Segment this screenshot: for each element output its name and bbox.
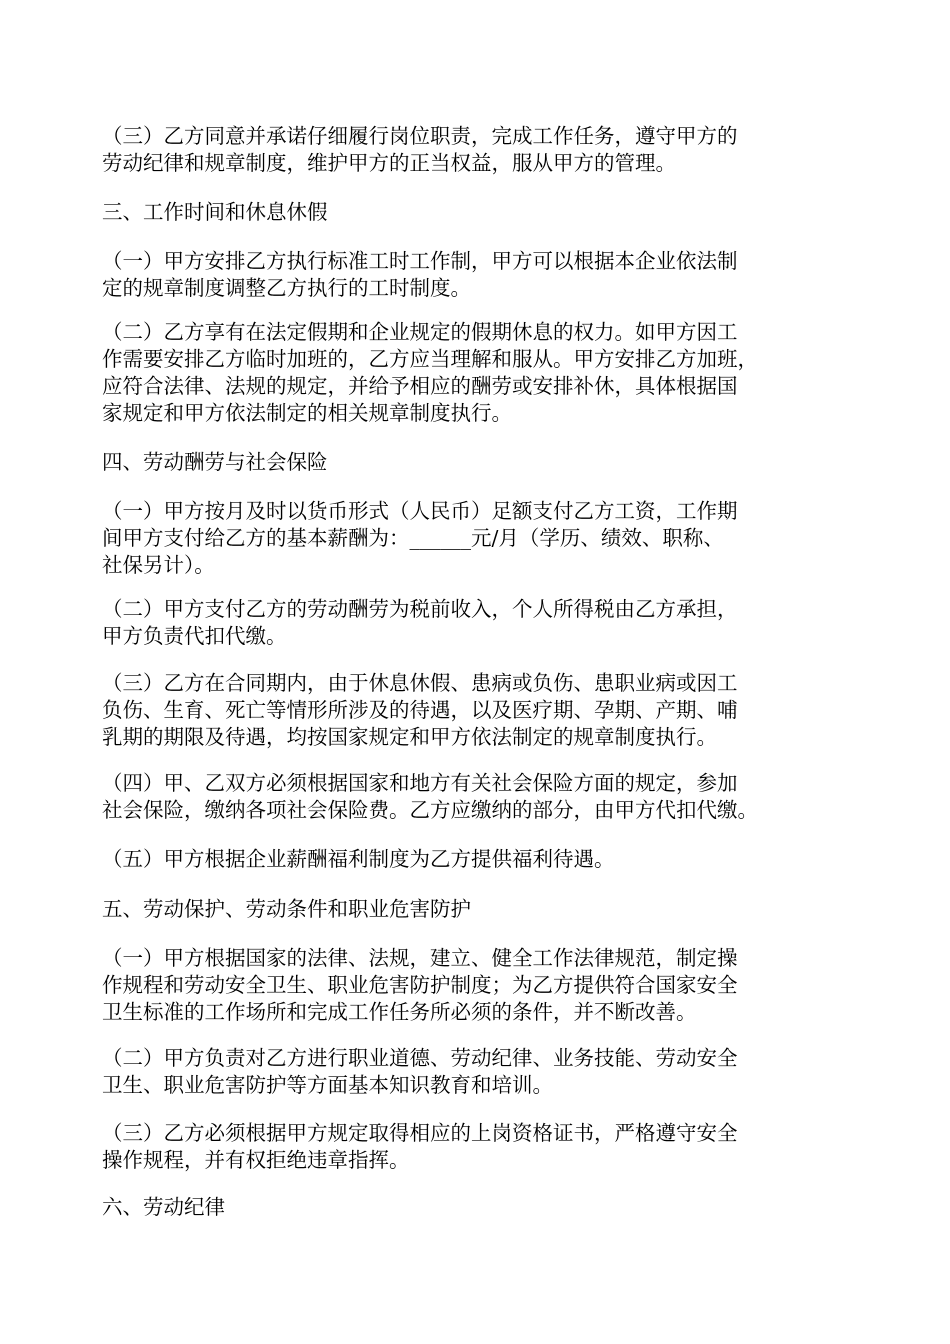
paragraph-welfare: [102, 846, 862, 873]
paragraph-line: （二）甲方负责对乙方进行职业道德、劳动纪律、业务技能、劳动安全: [102, 1046, 738, 1070]
paragraph-training: [102, 1045, 862, 1099]
heading-line: 五、劳动保护、劳动条件和职业危害防护: [102, 897, 471, 921]
paragraph-leave-benefits: [102, 670, 862, 751]
paragraph-line: 劳动纪律和规章制度，维护甲方的正当权益，服从甲方的管理。: [102, 151, 676, 175]
paragraph-line: （一）甲方安排乙方执行标准工时工作制，甲方可以根据本企业依法制: [102, 249, 738, 273]
paragraph-standard-hours: [102, 248, 862, 302]
paragraph-line: （三）乙方必须根据甲方规定取得相应的上岗资格证书，严格遵守安全: [102, 1121, 738, 1145]
paragraph-line: （二）甲方支付乙方的劳动酬劳为税前收入，个人所得税由乙方承担，: [102, 597, 738, 621]
paragraph-line: 作需要安排乙方临时加班的，乙方应当理解和服从。甲方安排乙方加班，: [102, 347, 758, 371]
paragraph-line: （三）乙方同意并承诺仔细履行岗位职责，完成工作任务，遵守甲方的: [102, 124, 738, 148]
paragraph-holidays-overtime: [102, 319, 862, 427]
paragraph-line: 卫生、职业危害防护等方面基本知识教育和培训。: [102, 1073, 553, 1097]
paragraph-line: 应符合法律、法规的规定，并给予相应的酬劳或安排补休，具体根据国: [102, 374, 738, 398]
paragraph-line: 甲方负责代扣代缴。: [102, 624, 287, 648]
paragraph-line: （一）甲方根据国家的法律、法规，建立、健全工作法律规范，制定操: [102, 946, 738, 970]
section-heading-labor-protection: [102, 896, 862, 923]
paragraph-income-tax: [102, 596, 862, 650]
paragraph-line: 间甲方支付给乙方的基本薪酬为：______元/月（学历、绩效、职称、: [102, 526, 724, 550]
paragraph-social-insurance: [102, 770, 862, 824]
paragraph-line: 负伤、生育、死亡等情形所涉及的待遇，以及医疗期、孕期、产期、哺: [102, 698, 738, 722]
paragraph-safety-rules: [102, 945, 862, 1026]
section-heading-pay-insurance: [102, 449, 862, 476]
paragraph-line: （五）甲方根据企业薪酬福利制度为乙方提供福利待遇。: [102, 847, 615, 871]
heading-line: 四、劳动酬劳与社会保险: [102, 450, 328, 474]
paragraph-line: 乳期的期限及待遇，均按国家规定和甲方依法制定的规章制度执行。: [102, 725, 717, 749]
paragraph-certification: [102, 1120, 862, 1174]
heading-line: 六、劳动纪律: [102, 1195, 225, 1219]
paragraph-line: （四）甲、乙双方必须根据国家和地方有关社会保险方面的规定，参加: [102, 771, 738, 795]
paragraph-line: 社保另计）。: [102, 553, 215, 577]
paragraph-line: 作规程和劳动安全卫生、职业危害防护制度；为乙方提供符合国家安全: [102, 973, 738, 997]
paragraph-line: 操作规程，并有权拒绝违章指挥。: [102, 1148, 410, 1172]
paragraph-duty-compliance: [102, 123, 862, 177]
paragraph-line: 家规定和甲方依法制定的相关规章制度执行。: [102, 401, 512, 425]
paragraph-monthly-salary: [102, 498, 862, 579]
paragraph-line: （二）乙方享有在法定假期和企业规定的假期休息的权力。如甲方因工: [102, 320, 738, 344]
paragraph-line: 卫生标准的工作场所和完成工作任务所必须的条件，并不断改善。: [102, 1000, 697, 1024]
paragraph-line: （三）乙方在合同期内，由于休息休假、患病或负伤、患职业病或因工: [102, 671, 738, 695]
paragraph-line: （一）甲方按月及时以货币形式（人民币）足额支付乙方工资，工作期: [102, 499, 738, 523]
paragraph-line: 社会保险，缴纳各项社会保险费。乙方应缴纳的部分，由甲方代扣代缴。: [102, 798, 758, 822]
paragraph-line: 定的规章制度调整乙方执行的工时制度。: [102, 276, 471, 300]
heading-line: 三、工作时间和休息休假: [102, 200, 328, 224]
section-heading-work-hours: [102, 199, 862, 226]
section-heading-discipline: [102, 1194, 862, 1221]
